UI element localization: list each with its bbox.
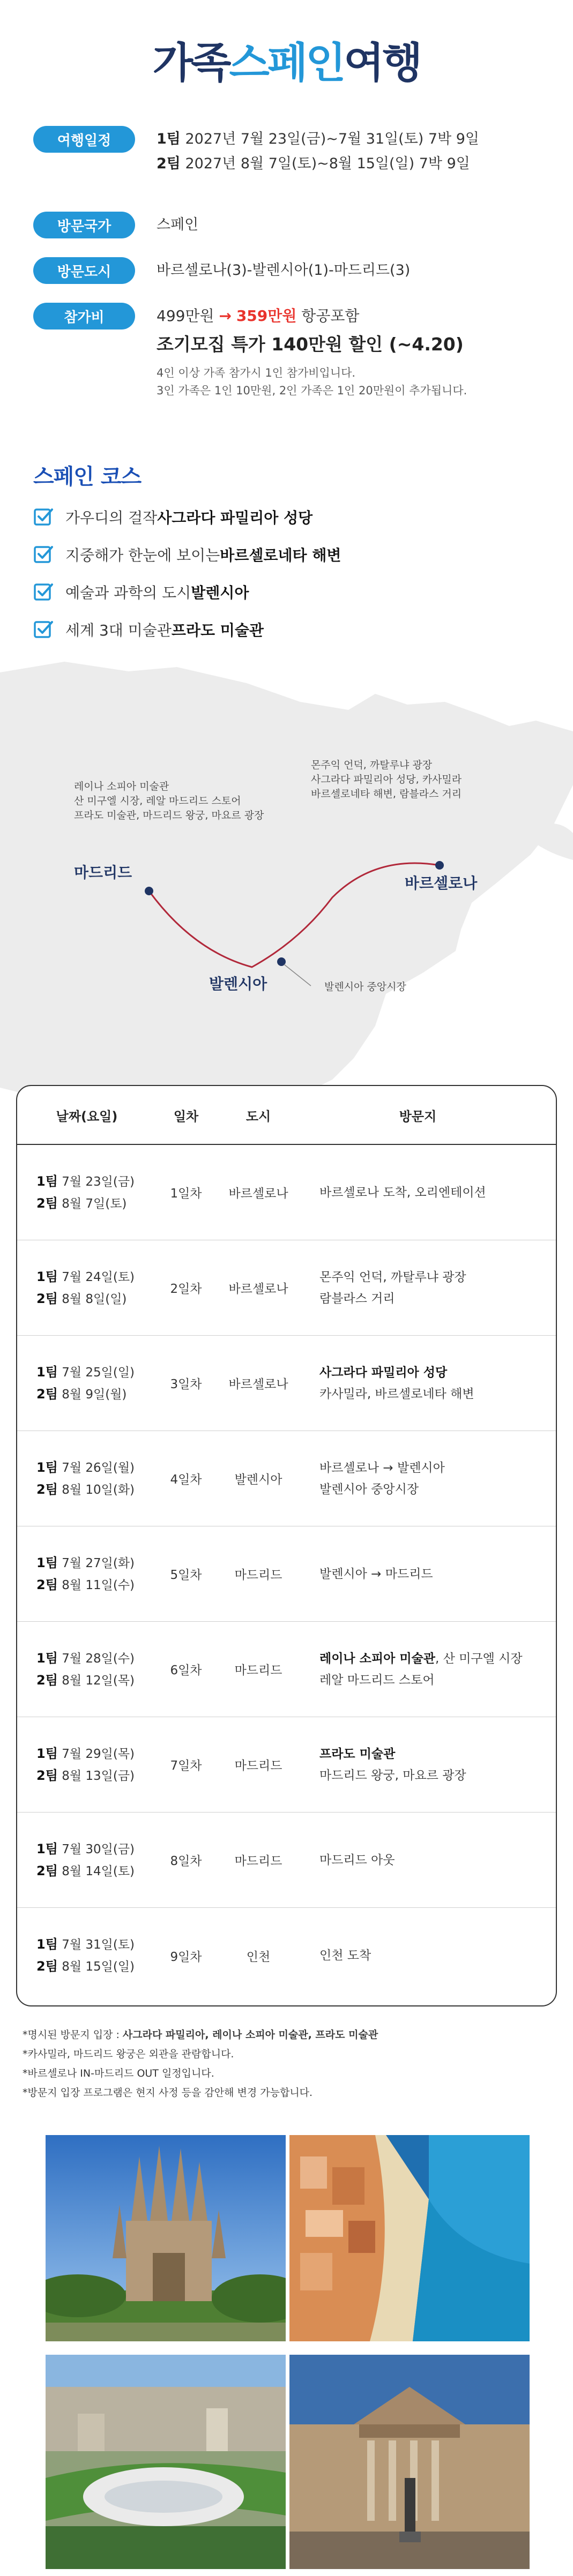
- row-places: [301, 1182, 556, 1203]
- footnote: *방문지 입장 프로그램은 현지 사정 등을 감안해 변경 가능합니다.: [23, 2087, 313, 2099]
- place-highlight: 레이나 소피아 미술관: [319, 1651, 435, 1666]
- footnote-text: *명시된 방문지 입장 :: [23, 2029, 123, 2041]
- team2-date: 8월 7일(토): [57, 1196, 127, 1211]
- row-date: [17, 1743, 157, 1787]
- row-places: [301, 1457, 556, 1500]
- barcelona-note: 사그라다 파밀리아 성당, 카사밀라: [311, 774, 462, 785]
- price-old: 499만원: [157, 307, 214, 325]
- title-part2: 스페인: [229, 39, 344, 87]
- course-item-highlight: 바르셀로네타 해변: [220, 546, 341, 564]
- team1-date: 7월 24일(토): [57, 1270, 135, 1284]
- table-row: [17, 1622, 556, 1717]
- title-part1: 가족: [152, 39, 229, 87]
- title-part3: 여행: [344, 39, 421, 87]
- row-day: 4일차: [170, 1473, 202, 1487]
- team1-tag: 1팀: [36, 1269, 58, 1284]
- check-square-icon: [33, 619, 54, 640]
- row-places: [301, 1945, 556, 1966]
- place-line2: 레알 마드리드 스토어: [319, 1673, 435, 1687]
- valencia-note: 발렌시아 중앙시장: [324, 981, 406, 993]
- header-day: 일차: [173, 1109, 199, 1124]
- price-promo: 조기모집 특가 140만원 할인 (~4.20): [157, 334, 464, 355]
- footnote: *바르셀로나 IN-마드리드 OUT 일정입니다.: [23, 2068, 214, 2079]
- team1-tag: 1팀: [36, 1746, 58, 1761]
- team1-tag: 1팀: [36, 1841, 58, 1856]
- price-line: [157, 303, 467, 330]
- team1-tag: 1팀: [157, 131, 181, 147]
- price-new: 359만원: [236, 307, 297, 325]
- prado-museum-photo: [289, 2355, 530, 2569]
- row-day: 8일차: [170, 1854, 202, 1868]
- course-item-highlight: 사그라다 파밀리아 성당: [157, 509, 313, 527]
- row-day: 9일차: [170, 1950, 202, 1964]
- barcelona-note: 바르셀로네타 해변, 람블라스 거리: [311, 788, 462, 800]
- table-row: [17, 1908, 556, 2003]
- row-date: [17, 1171, 157, 1215]
- row-city: 인천: [246, 1950, 271, 1964]
- team2-tag: 2팀: [36, 1863, 58, 1878]
- team1-tag: 1팀: [36, 1459, 58, 1475]
- price-note2: 3인 가족은 1인 10만원, 2인 가족은 1인 20만원이 추가됩니다.: [157, 384, 467, 397]
- team1-date: 7월 27일(화): [57, 1556, 135, 1570]
- place-line1: 마드리드 아웃: [319, 1853, 395, 1867]
- row-places: [301, 1743, 556, 1786]
- row-city: 바르셀로나: [228, 1282, 288, 1296]
- place-line1: 몬주익 언덕, 까탈루냐 광장: [319, 1270, 466, 1284]
- team2-date: 8월 14일(토): [57, 1864, 135, 1878]
- course-title: 스페인 코스: [33, 465, 142, 489]
- valencia-image: [46, 2355, 286, 2569]
- table-row: [17, 1145, 556, 1240]
- row-city: 마드리드: [234, 1568, 282, 1582]
- row-date: [17, 1266, 157, 1310]
- row-city: 바르셀로나: [228, 1187, 288, 1201]
- place-line1: , 산 미구엘 시장: [435, 1651, 523, 1666]
- barcelona-note: 몬주익 언덕, 까탈루냐 광장: [311, 759, 433, 771]
- course-item-text: 지중해가 한눈에 보이는: [65, 546, 220, 564]
- place-line2: 발렌시아 중앙시장: [319, 1482, 419, 1496]
- barcelona-label: 바르셀로나: [405, 874, 478, 892]
- table-row: [17, 1336, 556, 1431]
- row-date: [17, 1648, 157, 1691]
- team2-tag: 2팀: [36, 1768, 58, 1783]
- spain-route-map: [0, 651, 573, 1117]
- course-item: [33, 611, 341, 648]
- table-header: [17, 1086, 556, 1145]
- price-row: [33, 303, 467, 400]
- madrid-note: 프라도 미술관, 마드리드 왕궁, 마요르 광장: [74, 810, 264, 821]
- footnote: *카사밀라, 마드리드 왕궁은 외관을 관람합니다.: [23, 2048, 234, 2060]
- cities-label: 방문도시: [33, 257, 135, 284]
- course-item-text: 가우디의 걸작: [65, 509, 158, 527]
- schedule-team1: [157, 126, 479, 153]
- footnote: [23, 2025, 378, 2045]
- barcelona-beach-photo: [289, 2135, 530, 2341]
- price-block: [157, 303, 467, 400]
- row-city: 마드리드: [234, 1759, 282, 1773]
- team1-tag: 1팀: [36, 1650, 58, 1666]
- row-city: 마드리드: [234, 1854, 282, 1868]
- row-places: [301, 1563, 556, 1585]
- footnote-highlight: 사그라다 파밀리아, 레이나 소피아 미술관, 프라도 미술관: [122, 2029, 378, 2041]
- place-line1: 바르셀로나 → 발렌시아: [319, 1461, 445, 1475]
- check-square-icon: [33, 507, 54, 527]
- valencia-photo: [46, 2355, 286, 2569]
- team2-tag: 2팀: [157, 155, 181, 172]
- barcelona-marker: [435, 861, 444, 870]
- row-day: 1일차: [170, 1187, 202, 1201]
- madrid-label: 마드리드: [74, 864, 132, 881]
- team2-date: 8월 12일(목): [57, 1673, 135, 1688]
- course-item: [33, 498, 341, 536]
- schedule-values: [157, 126, 479, 177]
- team1-tag: 1팀: [36, 1173, 58, 1189]
- map-background: [0, 651, 573, 1117]
- team2-tag: 2팀: [36, 1577, 58, 1592]
- place-line1: 인천 도착: [319, 1949, 371, 1963]
- course-list: [33, 498, 341, 648]
- team1-date: 7월 23일(금): [57, 1174, 135, 1189]
- price-note1: 4인 이상 가족 참가시 1인 참가비입니다.: [157, 366, 356, 379]
- course-item-text: 예술과 과학의 도시: [65, 584, 191, 602]
- team2-date: 8월 11일(수): [57, 1578, 135, 1592]
- team2-tag: 2팀: [36, 1195, 58, 1211]
- team2-date: 8월 13일(금): [57, 1769, 135, 1783]
- team2-tag: 2팀: [36, 1386, 58, 1402]
- team2-tag: 2팀: [36, 1291, 58, 1306]
- place-line2: 마드리드 왕궁, 마요르 광장: [319, 1768, 466, 1783]
- row-places: [301, 1648, 556, 1691]
- course-item: [33, 536, 341, 573]
- schedule-label: 여행일정: [33, 126, 135, 153]
- row-date: [17, 1457, 157, 1501]
- barcelona-beach-image: [289, 2135, 530, 2341]
- itinerary-table: [16, 1085, 557, 2006]
- valencia-label: 발렌시아: [209, 975, 267, 993]
- price-arrow: →: [219, 307, 232, 325]
- team1-date: 7월 29일(목): [57, 1747, 135, 1761]
- team1-date: 7월 30일(금): [57, 1842, 135, 1856]
- barcelona-notes: [311, 758, 462, 802]
- row-date: [17, 1838, 157, 1882]
- place-highlight: 프라도 미술관: [319, 1747, 396, 1761]
- team2-date: 8월 10일(화): [57, 1482, 135, 1497]
- madrid-note: 레이나 소피아 미술관: [74, 781, 169, 792]
- schedule-row: [33, 126, 479, 177]
- course-item: [33, 573, 341, 611]
- table-row: [17, 1240, 556, 1336]
- row-day: 2일차: [170, 1282, 202, 1296]
- footnotes: [23, 2025, 378, 2102]
- sagrada-familia-photo: [46, 2135, 286, 2341]
- row-date: [17, 1552, 157, 1596]
- place-line2: 카사밀라, 바르셀로네타 해변: [319, 1387, 474, 1401]
- header-city: 도시: [245, 1109, 271, 1124]
- sagrada-familia-image: [46, 2135, 286, 2341]
- cities-value: 바르셀로나(3)-발렌시아(1)-마드리드(3): [157, 262, 411, 279]
- team2-tag: 2팀: [36, 1672, 58, 1688]
- prado-museum-image: [289, 2355, 530, 2569]
- table-row: [17, 1813, 556, 1908]
- team2-tag: 2팀: [36, 1481, 58, 1497]
- price-suffix: 항공포함: [301, 307, 360, 325]
- team1-date: 7월 26일(월): [57, 1461, 135, 1475]
- course-item-text: 세계 3대 미술관: [65, 621, 172, 639]
- check-square-icon: [33, 582, 54, 602]
- table-row: [17, 1431, 556, 1526]
- team1-dates: 2027년 7월 23일(금)~7월 31일(토) 7박 9일: [185, 131, 480, 147]
- place-line1: 발렌시아 → 마드리드: [319, 1567, 433, 1581]
- team2-date: 8월 9일(월): [57, 1387, 127, 1402]
- course-item-highlight: 발렌시아: [191, 584, 249, 602]
- row-day: 6일차: [170, 1664, 202, 1678]
- row-day: 3일차: [170, 1377, 202, 1391]
- header-places: 방문지: [399, 1109, 437, 1124]
- team1-tag: 1팀: [36, 1555, 58, 1570]
- place-line1: 바르셀로나 도착, 오리엔테이션: [319, 1185, 486, 1200]
- team1-date: 7월 31일(토): [57, 1938, 135, 1952]
- row-city: 바르셀로나: [228, 1377, 288, 1391]
- madrid-marker: [145, 887, 153, 895]
- row-places: [301, 1267, 556, 1309]
- row-date: [17, 1361, 157, 1405]
- team1-tag: 1팀: [36, 1364, 58, 1380]
- country-label: 방문국가: [33, 212, 135, 238]
- spain-landmass: [0, 662, 573, 1117]
- row-city: 마드리드: [234, 1664, 282, 1678]
- cities-row: [33, 257, 410, 284]
- page-title: [0, 29, 573, 89]
- country-value: 스페인: [157, 216, 199, 233]
- row-day: 5일차: [170, 1568, 202, 1582]
- team1-date: 7월 25일(일): [57, 1365, 135, 1380]
- team2-tag: 2팀: [36, 1959, 58, 1974]
- row-city: 발렌시아: [234, 1473, 282, 1487]
- team1-tag: 1팀: [36, 1937, 58, 1952]
- place-line2: 람블라스 거리: [319, 1291, 395, 1306]
- team2-date: 8월 15일(일): [57, 1960, 135, 1974]
- country-row: [33, 212, 198, 238]
- madrid-note: 산 미구엘 시장, 레알 마드리드 스토어: [74, 795, 241, 807]
- row-date: [17, 1934, 157, 1978]
- header-date: 날짜(요일): [56, 1109, 118, 1124]
- madrid-notes: [74, 780, 264, 823]
- island: [533, 823, 573, 860]
- course-item-highlight: 프라도 미술관: [171, 621, 264, 639]
- schedule-team2: [157, 151, 479, 177]
- table-row: [17, 1717, 556, 1813]
- row-places: [301, 1362, 556, 1405]
- row-day: 7일차: [170, 1759, 202, 1773]
- team1-date: 7월 28일(수): [57, 1651, 135, 1666]
- row-places: [301, 1849, 556, 1871]
- price-label: 참가비: [33, 303, 135, 330]
- table-row: [17, 1526, 556, 1622]
- check-square-icon: [33, 544, 54, 565]
- team2-dates: 2027년 8월 7일(토)~8월 15일(일) 7박 9일: [185, 155, 470, 172]
- place-highlight: 사그라다 파밀리아 성당: [319, 1365, 448, 1380]
- team2-date: 8월 8일(일): [57, 1292, 127, 1306]
